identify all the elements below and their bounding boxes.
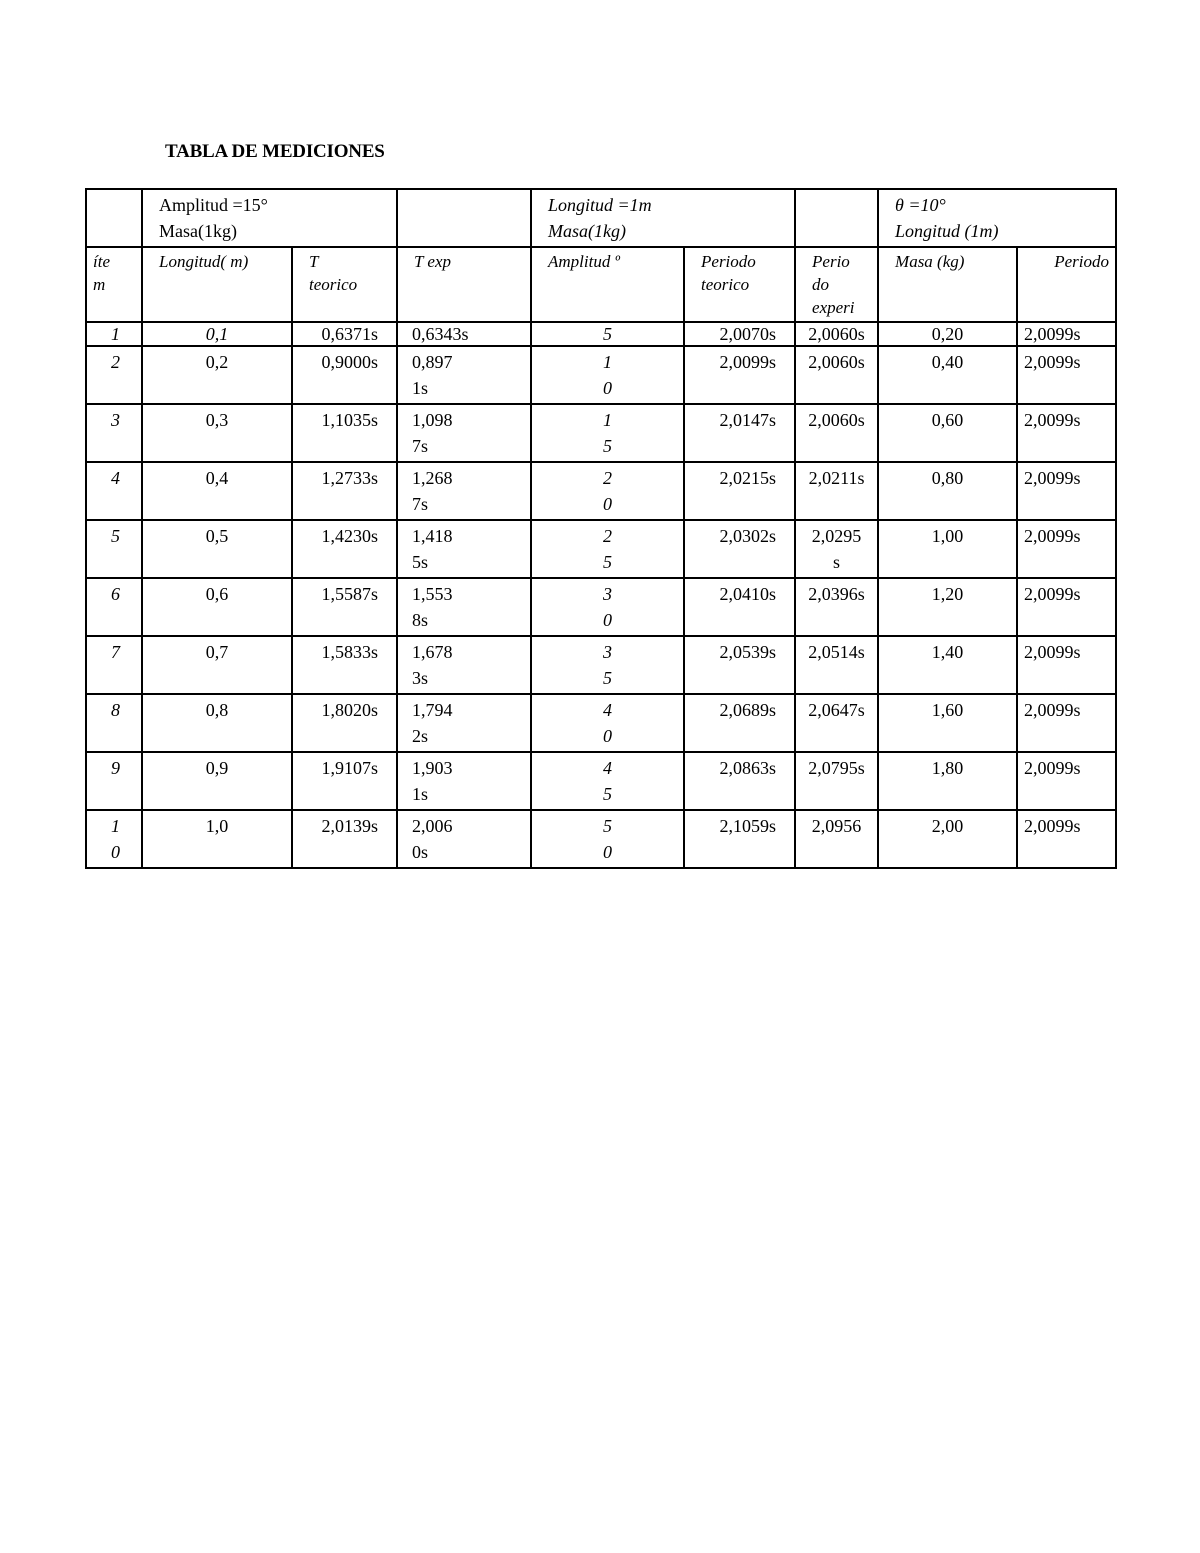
cell-longitud: 0,3 [142,404,292,462]
cell-longitud: 0,6 [142,578,292,636]
cell-periodo: 2,0099s [1017,694,1116,752]
document-title: TABLA DE MEDICIONES [165,141,385,162]
cell-amplitud: 1 5 [531,404,684,462]
cell-t-exp: 1,678 3s [397,636,531,694]
table-row [86,752,1116,810]
cell-t-exp: 1,794 2s [397,694,531,752]
table-row [86,636,1116,694]
cell-masa: 0,60 [878,404,1017,462]
table-row [86,404,1116,462]
cell-masa: 0,80 [878,462,1017,520]
cell-item: 5 [86,520,142,578]
cell-t-teorico: 1,8020s [292,694,397,752]
header-longitud: Longitud( m) [142,247,292,322]
cell-periodo-experi: 2,0295 s [795,520,878,578]
cell-item: 2 [86,346,142,404]
table-row [86,346,1116,404]
cell-periodo-teorico: 2,0863s [684,752,795,810]
cell-t-exp: 1,418 5s [397,520,531,578]
cell-t-teorico: 1,1035s [292,404,397,462]
cell-periodo: 2,0099s [1017,346,1116,404]
cell-amplitud: 3 5 [531,636,684,694]
table-row [86,322,1116,346]
cell-t-exp: 2,006 0s [397,810,531,868]
cell-periodo: 2,0099s [1017,404,1116,462]
cell-amplitud: 5 0 [531,810,684,868]
cell-amplitud: 4 0 [531,694,684,752]
cell-item: 1 0 [86,810,142,868]
cell-item: 1 [86,322,142,346]
cell-periodo: 2,0099s [1017,636,1116,694]
header-periodo-teorico: Periodo teorico [684,247,795,322]
group-longitud-header [531,189,795,247]
header-t-exp: T exp [397,247,531,322]
cell-periodo-experi: 2,0396s [795,578,878,636]
cell-periodo-teorico: 2,0689s [684,694,795,752]
cell-periodo: 2,0099s [1017,810,1116,868]
cell-item: 9 [86,752,142,810]
cell-periodo-teorico: 2,0147s [684,404,795,462]
cell-longitud: 0,2 [142,346,292,404]
cell-periodo-experi: 2,0060s [795,404,878,462]
cell-periodo-experi: 2,0956 [795,810,878,868]
cell-masa: 1,20 [878,578,1017,636]
cell-periodo-experi: 2,0795s [795,752,878,810]
cell-longitud: 0,1 [142,322,292,346]
group-header-row [86,189,1116,247]
cell-masa: 1,00 [878,520,1017,578]
cell-item: 3 [86,404,142,462]
cell-periodo-teorico: 2,0302s [684,520,795,578]
cell-masa: 1,80 [878,752,1017,810]
cell-masa: 2,00 [878,810,1017,868]
cell-amplitud: 5 [531,322,684,346]
cell-periodo-teorico: 2,1059s [684,810,795,868]
header-periodo: Periodo [1017,247,1116,322]
cell-t-teorico: 0,6371s [292,322,397,346]
header-item: íte m [86,247,142,322]
cell-t-teorico: 1,5833s [292,636,397,694]
group1-line2: Masa(1kg) [159,221,237,241]
cell-periodo: 2,0099s [1017,752,1116,810]
cell-item: 8 [86,694,142,752]
group2-line2: Masa(1kg) [548,221,626,241]
column-header-row [86,247,1116,322]
cell-item: 4 [86,462,142,520]
cell-longitud: 0,9 [142,752,292,810]
cell-periodo: 2,0099s [1017,578,1116,636]
cell-longitud: 0,5 [142,520,292,578]
cell-periodo-teorico: 2,0539s [684,636,795,694]
cell-periodo-experi: 2,0060s [795,346,878,404]
header-amplitud: Amplitud º [531,247,684,322]
header-masa: Masa (kg) [878,247,1017,322]
cell-periodo-experi: 2,0060s [795,322,878,346]
table-row [86,520,1116,578]
group1-line1: Amplitud =15° [159,195,268,215]
cell-periodo-experi: 2,0211s [795,462,878,520]
cell-longitud: 1,0 [142,810,292,868]
group2-line1: Longitud =1m [548,195,652,215]
cell-t-teorico: 1,4230s [292,520,397,578]
cell-amplitud: 3 0 [531,578,684,636]
cell-periodo: 2,0099s [1017,322,1116,346]
cell-t-teorico: 2,0139s [292,810,397,868]
cell-periodo-experi: 2,0514s [795,636,878,694]
cell-masa: 1,60 [878,694,1017,752]
cell-amplitud: 2 0 [531,462,684,520]
cell-longitud: 0,4 [142,462,292,520]
cell-periodo: 2,0099s [1017,520,1116,578]
cell-item: 7 [86,636,142,694]
cell-amplitud: 4 5 [531,752,684,810]
measurements-table [85,188,1117,869]
cell-t-teorico: 1,2733s [292,462,397,520]
header-periodo-experi: Perio do experi [795,247,878,322]
cell-t-teorico: 1,9107s [292,752,397,810]
group3-line2: Longitud (1m) [895,221,999,241]
table-row [86,810,1116,868]
cell-masa: 0,20 [878,322,1017,346]
group-theta-header [878,189,1116,247]
cell-periodo-teorico: 2,0099s [684,346,795,404]
table-row [86,694,1116,752]
cell-periodo-experi: 2,0647s [795,694,878,752]
cell-periodo-teorico: 2,0070s [684,322,795,346]
header-t-teorico: T teorico [292,247,397,322]
cell-item: 6 [86,578,142,636]
cell-amplitud: 2 5 [531,520,684,578]
cell-amplitud: 1 0 [531,346,684,404]
empty-cell [397,189,531,247]
cell-longitud: 0,8 [142,694,292,752]
table-row [86,462,1116,520]
cell-periodo-teorico: 2,0215s [684,462,795,520]
table-row [86,578,1116,636]
cell-t-exp: 0,6343s [397,322,531,346]
group3-line1: θ =10° [895,195,946,215]
cell-t-exp: 0,897 1s [397,346,531,404]
cell-t-exp: 1,553 8s [397,578,531,636]
cell-periodo-teorico: 2,0410s [684,578,795,636]
cell-longitud: 0,7 [142,636,292,694]
empty-cell [86,189,142,247]
cell-t-teorico: 0,9000s [292,346,397,404]
cell-masa: 0,40 [878,346,1017,404]
cell-t-exp: 1,268 7s [397,462,531,520]
cell-t-exp: 1,098 7s [397,404,531,462]
cell-t-teorico: 1,5587s [292,578,397,636]
cell-t-exp: 1,903 1s [397,752,531,810]
group-amplitud-header [142,189,397,247]
cell-masa: 1,40 [878,636,1017,694]
empty-cell [795,189,878,247]
cell-periodo: 2,0099s [1017,462,1116,520]
